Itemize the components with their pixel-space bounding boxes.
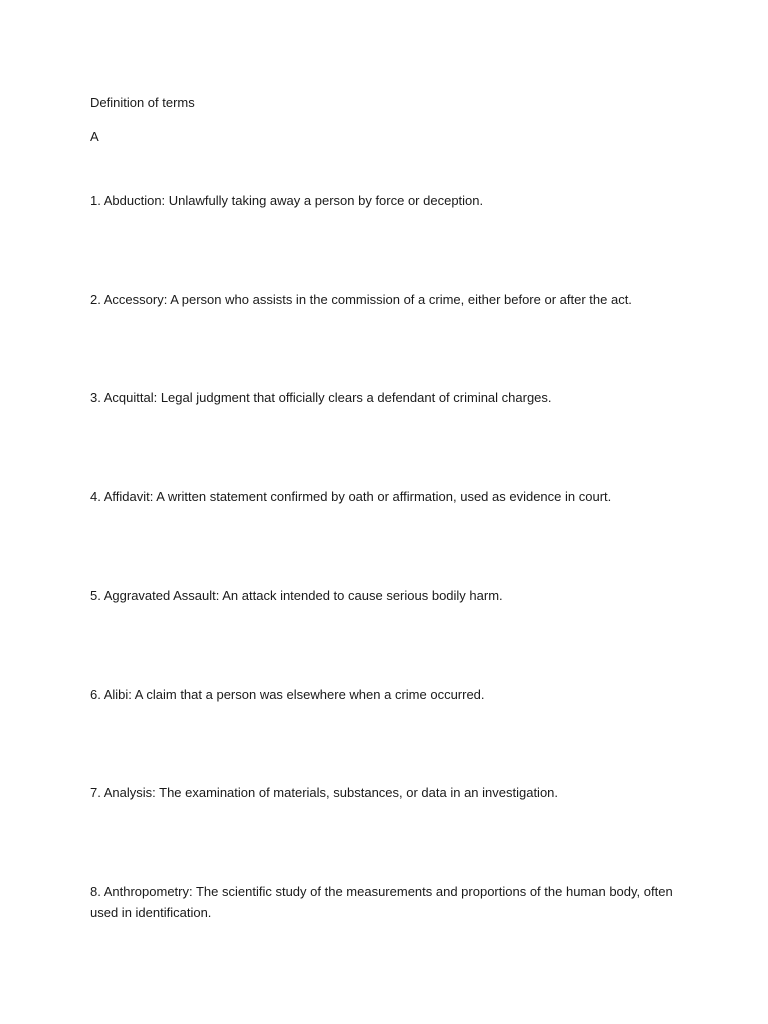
section-letter: A	[90, 129, 99, 144]
term-definition: 4. Affidavit: A written statement confirmed by oath or affirmation, used as evidence in court.	[90, 489, 612, 504]
term-definition: 1. Abduction: Unlawfully taking away a person by force or deception.	[90, 193, 484, 208]
document-title: Definition of terms	[90, 95, 195, 110]
term-definition: 6. Alibi: A claim that a person was elsewhere when a crime occurred.	[90, 687, 485, 702]
term-definition: 5. Aggravated Assault: An attack intended to cause serious bodily harm.	[90, 588, 503, 603]
term-definition: 7. Analysis: The examination of materials, substances, or data in an investigation.	[90, 785, 559, 800]
term-definition: 3. Acquittal: Legal judgment that officially clears a defendant of criminal charges.	[90, 390, 552, 405]
term-definition: 8. Anthropometry: The scientific study of the measurements and proportions of the human body, often used in identification.	[90, 884, 673, 920]
term-definition: 2. Accessory: A person who assists in the commission of a crime, either before or after the act.	[90, 292, 632, 307]
